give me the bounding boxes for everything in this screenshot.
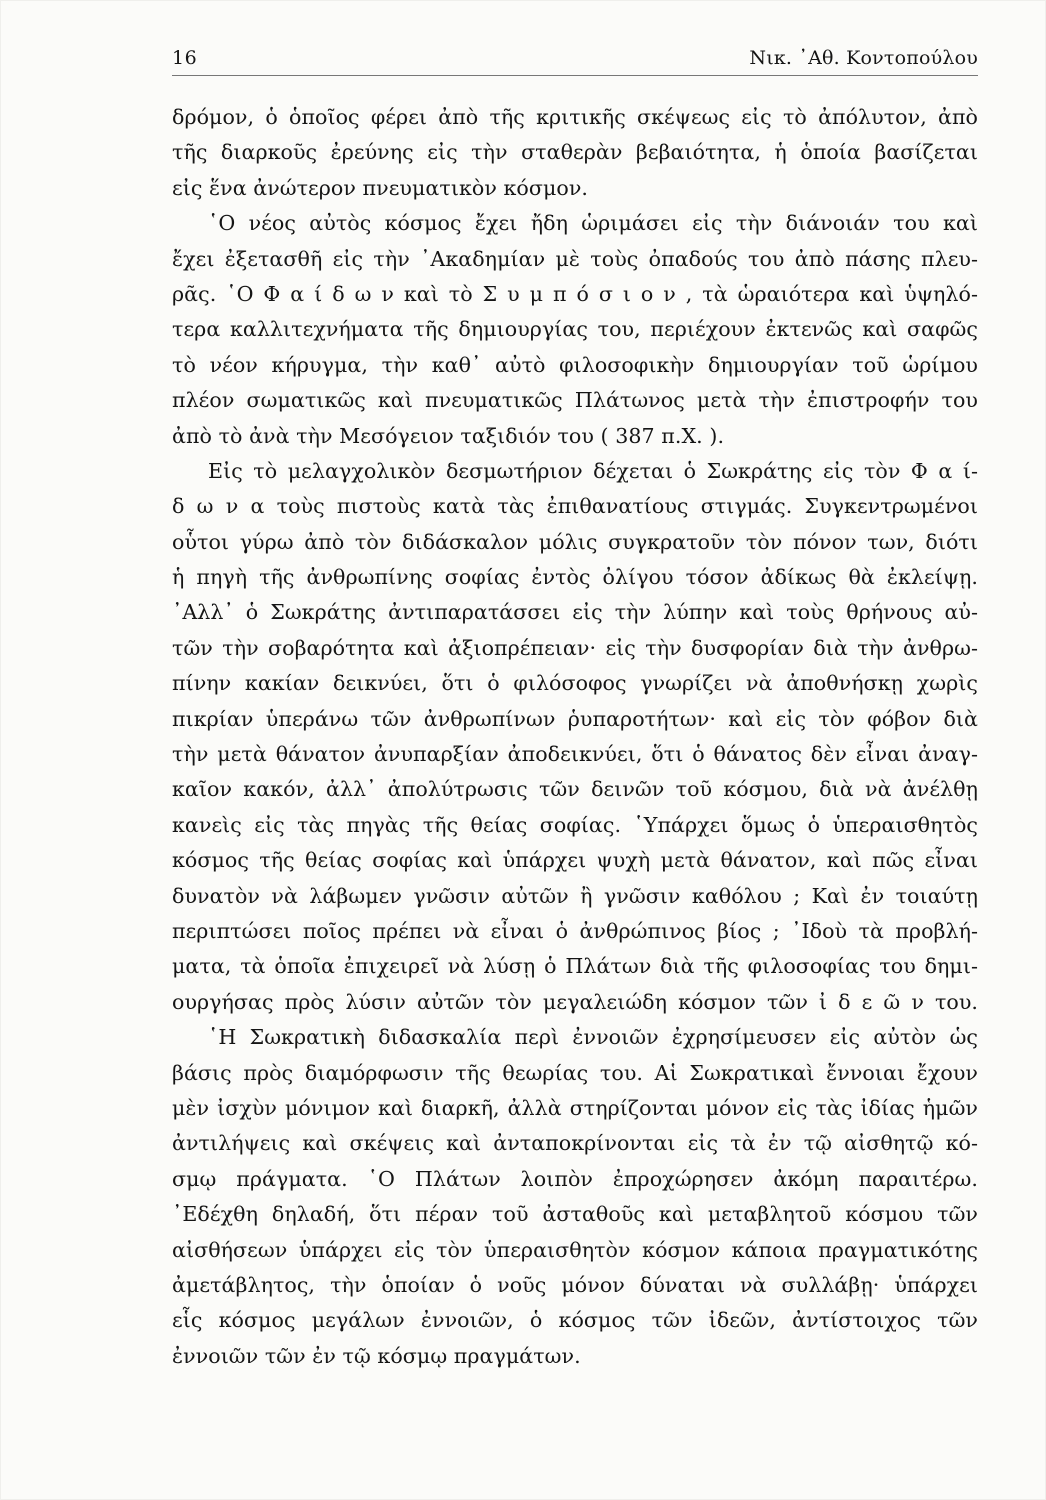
- text-line: εἷς κόσμος μεγάλων ἐννοιῶν, ὁ κόσμος τῶν ἰδεῶν, ἀντίστοιχος τῶν: [172, 1308, 978, 1333]
- text-line: οὗτοι γύρω ἀπὸ τὸν διδάσκαλον μόλις συγκρατοῦν τὸν πόνον των, διότι: [172, 529, 978, 554]
- text-line: πίνην κακίαν δεικνύει, ὅτι ὁ φιλόσοφος γνωρίζει νὰ ἀποθνήσκῃ χωρὶς: [172, 671, 978, 696]
- text-line: ῾Η Σωκρατικὴ διδασκαλία περὶ ἐννοιῶν ἐχρησίμευσεν εἰς αὐτὸν ὡς: [208, 1025, 978, 1050]
- text-line: καῖον κακόν, ἀλλ᾽ ἀπολύτρωσις τῶν δεινῶν τοῦ κόσμου, διὰ νὰ ἀνέλθῃ: [172, 777, 978, 802]
- text-line: σμῳ πράγματα. ῾Ο Πλάτων λοιπὸν ἐπροχώρησεν ἀκόμη παραιτέρω.: [172, 1166, 978, 1191]
- text-line: ρᾶς. ῾Ο Φ α ί δ ω ν καὶ τὸ Σ υ μ π ό σ ι ο ν , τὰ ὡραιότερα καὶ ὑψηλό-: [172, 281, 978, 306]
- text-line: ἔχει ἐξετασθῆ εἰς τὴν ᾽Ακαδημίαν μὲ τοὺς ὀπαδούς του ἀπὸ πάσης πλευ-: [172, 246, 978, 271]
- text-line: ῾Ο νέος αὐτὸς κόσμος ἔχει ἤδη ὡριμάσει εἰς τὴν διάνοιάν του καὶ: [208, 211, 978, 236]
- text-line: δ ω ν α τοὺς πιστοὺς κατὰ τὰς ἐπιθανατίους στιγμάς. Συγκεντρωμένοι: [172, 494, 978, 519]
- text-line: Εἰς τὸ μελαγχολικὸν δεσμωτήριον δέχεται ὁ Σωκράτης εἰς τὸν Φ α ί-: [208, 458, 978, 483]
- text-line: ἀντιλήψεις καὶ σκέψεις καὶ ἀνταποκρίνονται εἰς τὰ ἐν τῷ αἰσθητῷ κό-: [172, 1131, 978, 1156]
- text-line: πλέον σωματικῶς καὶ πνευματικῶς Πλάτωνος μετὰ τὴν ἐπιστροφήν του: [172, 388, 978, 413]
- text-line: τῶν τὴν σοβαρότητα καὶ ἀξιοπρέπειαν· εἰς τὴν δυσφορίαν διὰ τὴν ἀνθρω-: [172, 635, 978, 660]
- text-line: πικρίαν ὑπεράνω τῶν ἀνθρωπίνων ῥυπαροτήτων· καὶ εἰς τὸν φόβον διὰ: [172, 706, 978, 731]
- text-line: κόσμος τῆς θείας σοφίας καὶ ὑπάρχει ψυχὴ μετὰ θάνατον, καὶ πῶς εἶναι: [172, 848, 978, 873]
- text-line: περιπτώσει ποῖος πρέπει νὰ εἶναι ὁ ἀνθρώπινος βίος ; ᾽Ιδοὺ τὰ προβλή-: [172, 918, 978, 943]
- page-number: 16: [172, 47, 198, 69]
- running-head: [172, 42, 978, 76]
- text-line: τερα καλλιτεχνήματα τῆς δημιουργίας του, περιέχουν ἐκτενῶς καὶ σαφῶς: [172, 317, 978, 342]
- text-line: ἡ πηγὴ τῆς ἀνθρωπίνης σοφίας ἐντὸς ὀλίγου τόσον ἀδίκως θὰ ἐκλείψῃ.: [172, 565, 978, 590]
- text-line: ἀπὸ τὸ ἀνὰ τὴν Μεσόγειον ταξιδιόν του ( 387 π.Χ. ).: [172, 423, 725, 448]
- text-line: ἐννοιῶν τῶν ἐν τῷ κόσμῳ πραγμάτων.: [172, 1343, 581, 1368]
- text-line: ᾽Εδέχθη δηλαδή, ὅτι πέραν τοῦ ἀσταθοῦς καὶ μεταβλητοῦ κόσμου τῶν: [172, 1202, 978, 1227]
- body-text: [172, 100, 978, 1374]
- text-line: εἰς ἕνα ἀνώτερον πνευματικὸν κόσμον.: [172, 175, 589, 200]
- text-line: τὴν μετὰ θάνατον ἀνυπαρξίαν ἀποδεικνύει, ὅτι ὁ θάνατος δὲν εἶναι ἀναγ-: [172, 742, 978, 767]
- text-line: ουργήσας πρὸς λύσιν αὐτῶν τὸν μεγαλειώδη κόσμον τῶν ἰ δ ε ῶ ν του.: [172, 989, 978, 1014]
- text-line: δυνατὸν νὰ λάβωμεν γνῶσιν αὐτῶν ἢ γνῶσιν καθόλου ; Καὶ ἐν τοιαύτῃ: [172, 883, 978, 908]
- text-line: ἀμετάβλητος, τὴν ὁποίαν ὁ νοῦς μόνον δύναται νὰ συλλάβῃ· ὑπάρχει: [172, 1272, 978, 1297]
- text-line: αἰσθήσεων ὑπάρχει εἰς τὸν ὑπεραισθητὸν κόσμον κάποια πραγματικότης: [172, 1237, 978, 1262]
- text-line: μὲν ἰσχὺν μόνιμον καὶ διαρκῆ, ἀλλὰ στηρίζονται μόνον εἰς τὰς ἰδίας ἡμῶν: [172, 1095, 978, 1120]
- author-running-title: Νικ. ᾽Αθ. Κοντοπούλου: [749, 47, 978, 69]
- text-line: τῆς διαρκοῦς ἐρεύνης εἰς τὴν σταθερὰν βεβαιότητα, ἡ ὁποία βασίζεται: [172, 140, 978, 165]
- text-line: βάσις πρὸς διαμόρφωσιν τῆς θεωρίας του. Αἱ Σωκρατικαὶ ἔννοιαι ἔχουν: [172, 1060, 978, 1085]
- text-line: δρόμον, ὁ ὁποῖος φέρει ἀπὸ τῆς κριτικῆς σκέψεως εἰς τὸ ἀπόλυτον, ἀπὸ: [172, 105, 978, 129]
- text-line: κανεὶς εἰς τὰς πηγὰς τῆς θείας σοφίας. ῾Υπάρχει ὅμως ὁ ὑπεραισθητὸς: [172, 812, 978, 837]
- text-line: τὸ νέον κήρυγμα, τὴν καθ᾽ αὐτὸ φιλοσοφικὴν δημιουργίαν τοῦ ὡρίμου: [172, 352, 978, 377]
- text-line: ᾽Αλλ᾽ ὁ Σωκράτης ἀντιπαρατάσσει εἰς τὴν λύπην καὶ τοὺς θρήνους αὐ-: [172, 600, 978, 625]
- text-line: ματα, τὰ ὁποῖα ἐπιχειρεῖ νὰ λύσῃ ὁ Πλάτων διὰ τῆς φιλοσοφίας του δημι-: [172, 954, 978, 979]
